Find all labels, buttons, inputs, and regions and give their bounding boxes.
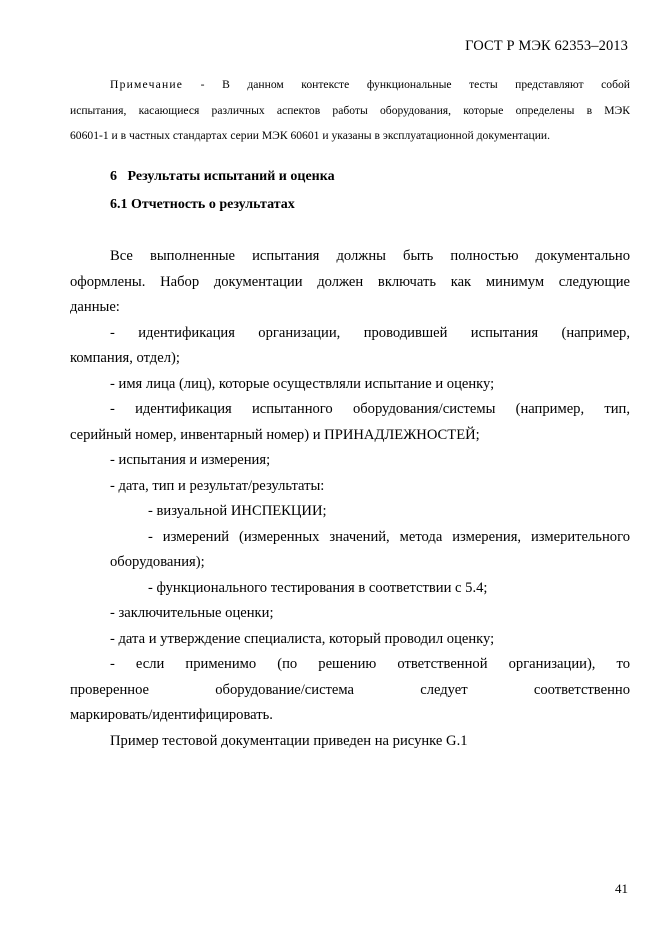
list-item: - идентификация испытанного оборудования/системы (например, тип, [110,401,630,417]
list-item: - имя лица (лиц), которые осуществляли испытание и оценку; [110,375,495,392]
sub-list-item-continuation: оборудования); [110,554,205,570]
closing-line: Пример тестовой документации приведен на рисунке G.1 [110,732,468,749]
section-title: Результаты испытаний и оценка [127,169,335,184]
paragraph-line: оформлены. Набор документации должен включать как минимум следующие [70,273,630,290]
paragraph-line: данные: [70,299,120,315]
subsection-heading: 6.1 Отчетность о результатах [110,197,295,212]
list-item: - дата и утверждение специалиста, который проводил оценку; [110,630,495,647]
paragraph-line: Все выполненные испытания должны быть полностью документально [110,248,630,264]
list-item: - испытания и измерения; [110,452,271,468]
section-heading [110,169,335,185]
note-line-3: 60601-1 и в частных стандартах серии МЭК 60601 и указаны в эксплуатационной документации. [70,129,551,142]
list-item-continuation: маркировать/идентифицировать. [70,707,273,723]
list-item: - дата, тип и результат/результаты: [110,477,325,494]
list-item-continuation: проверенное оборудование/система следует соответственно [70,681,630,698]
list-item: - если применимо (по решению ответственной организации), то [110,656,630,672]
list-item: - идентификация организации, проводившей испытания (например, [110,324,630,341]
list-item-continuation: компания, отдел); [70,350,180,366]
list-item-continuation: серийный номер, инвентарный номер) и ПРИНАДЛЕЖНОСТЕЙ; [70,426,480,443]
list-item: - заключительные оценки; [110,605,274,621]
sub-list-item: - визуальной ИНСПЕКЦИИ; [148,503,327,519]
note-line-1 [70,72,630,98]
document-header: ГОСТ Р МЭК 62353–2013 [465,38,628,54]
note-text-1: - В данном контексте функциональные тесты представляют собой [183,78,630,91]
sub-list-item: - функционального тестирования в соответствии с 5.4; [148,579,488,596]
note-line-2: испытания, касающиеся различных аспектов работы оборудования, которые определены в МЭК [70,103,630,117]
page-number: 41 [615,881,628,896]
note-label: Примечание [110,78,184,91]
body-text [70,244,630,754]
note-block [70,72,630,149]
sub-list-item: - измерений (измеренных значений, метода измерения, измерительного [148,528,630,545]
section-number: 6 [110,169,117,184]
